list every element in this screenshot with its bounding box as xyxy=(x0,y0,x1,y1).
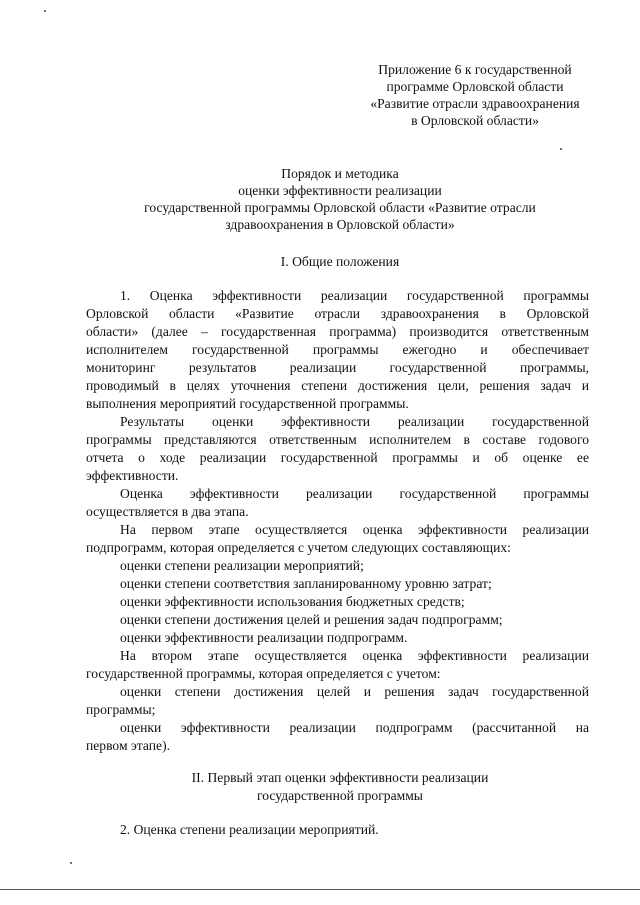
body-line: программы представляются ответственным исполнителем в составе годового xyxy=(86,432,589,447)
section-2-heading-line-2: государственной программы xyxy=(257,788,423,803)
body-line: выполнения мероприятий государственной программы. xyxy=(86,396,409,411)
body-line: Оценка эффективности реализации государственной программы xyxy=(120,486,589,501)
scan-speck xyxy=(44,10,46,12)
scan-speck xyxy=(70,862,72,864)
body-line: оценки эффективности реализации подпрограмм (рассчитанной на xyxy=(120,720,589,735)
title-line-3: государственной программы Орловской области «Развитие отрасли xyxy=(144,200,536,215)
body-line: оценки степени соответствия запланированному уровню затрат; xyxy=(120,576,492,591)
body-line: проводимый в целях уточнения степени достижения цели, решения задач и xyxy=(86,378,589,393)
body-line: эффективности. xyxy=(86,468,179,483)
body-line: оценки эффективности реализации подпрограмм. xyxy=(120,630,408,645)
body-line: мониторинг результатов реализации государственной программы, xyxy=(86,360,589,375)
item-2-heading: 2. Оценка степени реализации мероприятий. xyxy=(120,822,379,837)
body-line: На первом этапе осуществляется оценка эффективности реализации xyxy=(120,522,589,537)
title-line-1: Порядок и методика xyxy=(281,166,399,181)
body-line: государственной программы, которая определяется с учетом: xyxy=(86,666,441,681)
title-line-2: оценки эффективности реализации xyxy=(238,183,442,198)
appendix-line-4: в Орловской области» xyxy=(411,113,539,128)
body-line: осуществляется в два этапа. xyxy=(86,504,249,519)
body-line: исполнителем государственной программы ежегодно и обеспечивает xyxy=(86,342,589,357)
appendix-line-2: программе Орловской области xyxy=(386,79,564,94)
appendix-line-1: Приложение 6 к государственной xyxy=(378,62,572,77)
title-line-4: здравоохранения в Орловской области» xyxy=(225,217,455,232)
body-line: программы; xyxy=(86,702,156,717)
body-line: области» (далее – государственная программа) производится ответственным xyxy=(86,324,589,339)
body-line: отчета о ходе реализации государственной программы и об оценке ее xyxy=(86,450,589,465)
body-line: оценки степени реализации мероприятий; xyxy=(120,558,364,573)
section-1-heading: I. Общие положения xyxy=(280,254,400,269)
body-line: подпрограмм, которая определяется с учетом следующих составляющих: xyxy=(86,540,511,555)
body-line: первом этапе). xyxy=(86,738,170,753)
body-line: Орловской области «Развитие отрасли здравоохранения в Орловской xyxy=(86,306,589,321)
body-line: 1. Оценка эффективности реализации государственной программы xyxy=(120,288,589,303)
section-2-heading-line-1: II. Первый этап оценки эффективности реализации xyxy=(191,770,489,785)
body-line: оценки эффективности использования бюджетных средств; xyxy=(120,594,465,609)
appendix-line-3: «Развитие отрасли здравоохранения xyxy=(370,96,580,111)
body-line: Результаты оценки эффективности реализации государственной xyxy=(120,414,589,429)
scan-speck xyxy=(560,148,562,150)
body-line: оценки степени достижения целей и решения задач подпрограмм; xyxy=(120,612,503,627)
body-line: На втором этапе осуществляется оценка эффективности реализации xyxy=(120,648,589,663)
scan-rule xyxy=(0,889,640,890)
body-line: оценки степени достижения целей и решения задач государственной xyxy=(120,684,589,699)
